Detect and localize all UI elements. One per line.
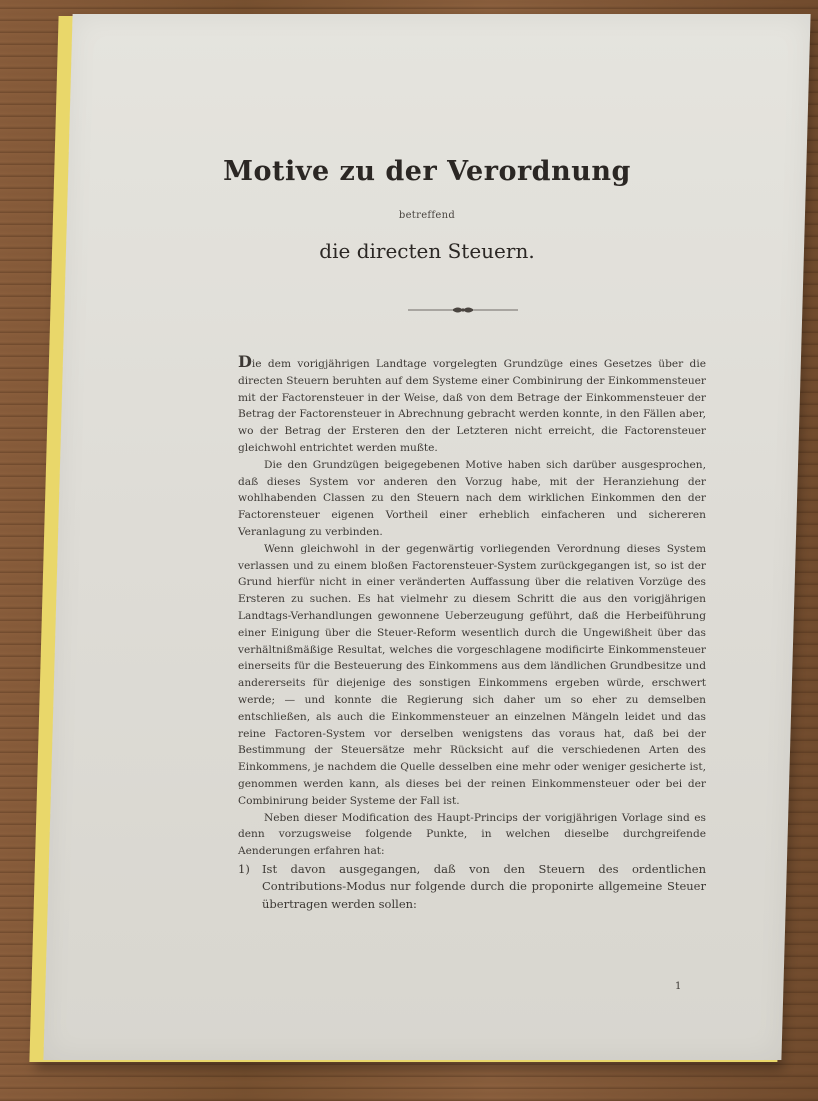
paragraph-4: Neben dieser Modification des Haupt-Princips der vorigjährigen Vorlage sind es denn vorzugsweise folgende Punkte, in welchen dieselbe durchgreifende Aenderungen erfahren hat: <box>238 811 706 858</box>
document-body <box>238 354 706 913</box>
list-item-number: 1) <box>238 861 250 876</box>
document-page <box>43 14 810 1060</box>
list-item <box>238 861 706 914</box>
paragraph-2: Die den Grundzügen beigegebenen Motive haben sich darüber ausgesprochen, daß dieses System vor anderen den Vorzug habe, mit der Heranziehung der wohlhabenden Classen zu den Steuern nach dem wirklichen Einkommen den der Factorensteuer eigenen Vortheil einer erheblich einfacheren und sichereren Veranlagung zu verbinden. <box>238 458 706 538</box>
paragraph-1: Die dem vorigjährigen Landtage vorgelegten Grundzüge eines Gesetzes über die directen Steuern beruhten auf dem Systeme einer Combinirung der Einkommensteuer mit der Factorensteuer in der Weise, daß von dem Betrage der Einkommensteuer der Betrag der Factorensteuer in Abrechnung gebracht werden konnte, in den Fällen aber, wo der Betrag der Ersteren den der Letzteren nicht erreicht, die Factorensteuer gleichwohl entrichtet werden mußte. <box>238 352 706 454</box>
list-item-text: Ist davon ausgegangen, daß von den Steuern des ordentlichen Contributions-Modus nur folgende durch die proponirte allgemeine Steuer übertragen werden sollen: <box>262 861 706 911</box>
document-subtitle-small: betreffend <box>398 210 456 221</box>
page-number: 1 <box>675 981 682 992</box>
numbered-list <box>238 861 706 914</box>
document-title: Motive zu der Verordnung <box>223 156 631 187</box>
paragraph-3: Wenn gleichwohl in der gegenwärtig vorliegenden Verordnung dieses System verlassen und zu einem bloßen Factorensteuer-System zurückgegangen ist, so ist der Grund hierfür nicht in einer veränderten Auffassung über die relativen Vorzüge des Ersteren zu suchen. Es hat vielmehr zu diesem Schritt die aus den vorigjährigen Landtags-Verhandlungen gewonnene Ueberzeugung geführt, daß die Herbeiführung einer Einigung über die Steuer-Reform wesentlich durch die Ungewißheit über das verhältnißmäßige Resultat, welches die vorgeschlagene modificirte Einkommensteuer einerseits für die Besteuerung des Einkommens aus dem ländlichen Grundbesitze und andererseits für diejenige des sonstigen Einkommens ergeben würde, erschwert werde; — und konnte die Regierung sich daher um so eher zu demselben entschließen, als auch die Einkommensteuer an einzelnen Mängeln leidet und das reine Factoren-System vor derselben wenigstens das voraus hat, daß bei der Bestimmung der Steuersätze mehr Rücksicht auf die verschiedenen Arten des Einkommens, je nachdem die Quelle desselben eine mehr oder weniger gesicherte ist, genommen werden kann, als dieses bei der reinen Einkommensteuer oder bei der Combinirung beider Systeme der Fall ist. <box>238 542 706 807</box>
document-subtitle-large: die directen Steuern. <box>319 239 535 263</box>
ornament-divider-icon <box>408 305 518 315</box>
page-content <box>58 14 796 1060</box>
